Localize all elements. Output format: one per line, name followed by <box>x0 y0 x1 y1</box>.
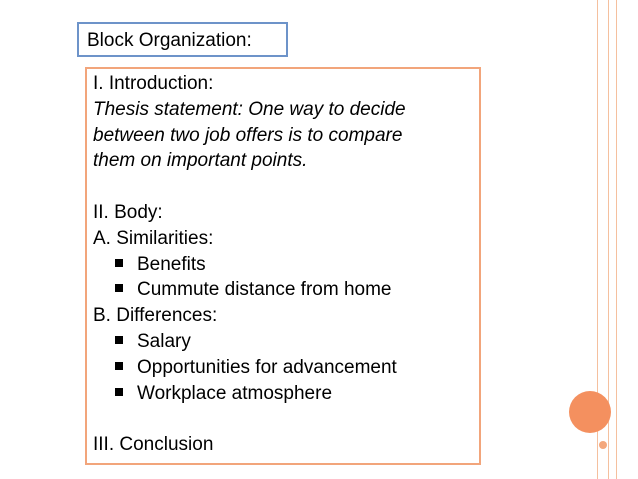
decorative-dot <box>599 441 607 449</box>
similarities-heading: A. Similarities: <box>93 227 214 249</box>
differences-heading: B. Differences: <box>93 305 218 327</box>
square-bullet-icon <box>115 388 123 396</box>
spacer <box>93 174 479 200</box>
square-bullet-icon <box>115 362 123 370</box>
spacer <box>93 406 479 432</box>
list-item-label: Benefits <box>137 253 206 275</box>
list-item <box>93 329 479 355</box>
thesis-line-1: Thesis statement: One way to decide <box>93 98 406 120</box>
slide-title: Block Organization: <box>87 30 252 51</box>
decorative-circle <box>569 391 611 433</box>
outline-box <box>85 67 481 465</box>
square-bullet-icon <box>115 336 123 344</box>
decorative-line <box>616 0 617 479</box>
list-item-label: Workplace atmosphere <box>137 382 333 404</box>
list-item <box>93 355 479 381</box>
square-bullet-icon <box>115 284 123 292</box>
list-item-label: Salary <box>137 330 191 352</box>
body-heading: II. Body: <box>93 201 163 223</box>
list-item <box>93 381 479 407</box>
list-item-label: Opportunities for advancement <box>137 356 397 378</box>
list-item <box>93 277 479 303</box>
thesis-line-2: between two job offers is to compare <box>93 124 403 146</box>
list-item-label: Cummute distance from home <box>137 279 392 301</box>
slide-title-box <box>77 22 288 57</box>
conclusion-heading: III. Conclusion <box>93 434 214 456</box>
list-item <box>93 252 479 278</box>
intro-heading: I. Introduction: <box>93 73 214 94</box>
thesis-line-3: them on important points. <box>93 150 308 172</box>
square-bullet-icon <box>115 259 123 267</box>
